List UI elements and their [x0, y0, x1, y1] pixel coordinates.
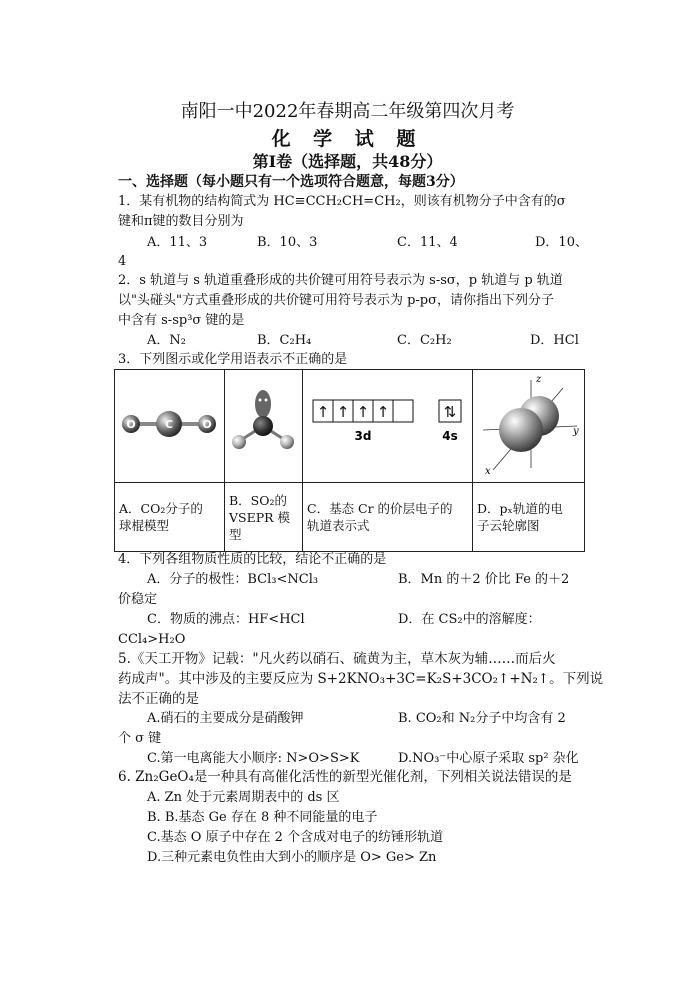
axis-z: z — [536, 374, 542, 385]
so2-vsepr-model — [225, 370, 301, 478]
q6-stem: 6. Zn₂GeO₄是一种具有高催化活性的新型光催化剂，下列相关说法错误的是 — [118, 769, 572, 785]
px-orbital-cell — [473, 370, 585, 483]
axis-x: x — [485, 466, 491, 477]
q5-line1: 5.《天工开物》记载："凡火药以硝石、硫黄为主，草木灰为辅……而后火 — [118, 651, 556, 667]
atom-label-o2: O — [202, 418, 212, 431]
sulfur-atom — [253, 416, 273, 436]
caption-c: C．基态 Cr 的价层电子的 轨道表示式 — [303, 483, 473, 552]
cr-orbital-diagram — [303, 370, 471, 478]
so2-model-cell — [225, 370, 303, 483]
q2-option-c: C．C₂H₂ — [397, 333, 452, 348]
q6-option-d: D.三种元素电负性由大到小的顺序是 O> Ge> Zn — [147, 850, 437, 865]
lone-pair-lobe — [255, 390, 271, 418]
q5-option-c: C.第一电离能大小顺序: N>O>S>K — [147, 751, 360, 766]
q3-stem: 3．下列图示或化学用语表示不正确的是 — [118, 352, 348, 367]
q4-stem: 4．下列各组物质性质的比较，结论不正确的是 — [118, 552, 387, 567]
q2-option-a: A．N₂ — [147, 333, 186, 348]
q1-option-d-cont: 4 — [118, 254, 127, 269]
svg-text:↑: ↑ — [376, 403, 390, 421]
q5-option-a: A.硝石的主要成分是硝酸钾 — [147, 711, 304, 726]
svg-text:↑: ↑ — [336, 403, 350, 421]
subject-title: 化 学 试 题 — [271, 128, 424, 150]
atom-label-c: C — [164, 418, 174, 431]
q5-option-d: D.NO₃⁻中心原子采取 sp² 杂化 — [398, 751, 579, 766]
q4-option-c: C．物质的沸点：HF<HCl — [147, 612, 305, 627]
q1-option-d: D．10、 — [535, 235, 588, 250]
q5-option-b-cont: 个 σ 键 — [118, 731, 162, 746]
oxygen-atom-left — [232, 435, 246, 449]
svg-text:⇅: ⇅ — [443, 403, 457, 421]
q1-option-a: A．11、3 — [147, 235, 208, 250]
label-4s: 4s — [442, 429, 458, 443]
label-3d: 3d — [354, 429, 372, 443]
svg-text:↑: ↑ — [316, 403, 330, 421]
px-lobe-front — [499, 408, 543, 452]
q2-line2: 以"头碰头"方式重叠形成的共价键可用符号表示为 p-pσ，请你指出下列分子 — [118, 293, 555, 308]
q1-line1: 1．某有机物的结构简式为 HC≡CCH₂CH=CH₂，则该有机物分子中含有的σ — [118, 194, 566, 209]
q4-option-b: B．Mn 的＋2 价比 Fe 的＋2 — [398, 572, 570, 587]
volume-title: 第Ⅰ卷（选择题，共48分） — [252, 152, 443, 171]
oxygen-atom-right — [280, 435, 294, 449]
q1-option-b: B．10、3 — [257, 235, 318, 250]
cr-orbital-cell — [303, 370, 473, 483]
caption-b: B．SO₂的 VSEPR 模 型 — [225, 483, 303, 552]
q1-line2: 键和π键的数目分别为 — [118, 214, 244, 229]
q5-line3: 法不正确的是 — [118, 691, 199, 707]
q2-line1: 2．s 轨道与 s 轨道重叠形成的共价键可用符号表示为 s-sσ，p 轨道与 p 轨道 — [118, 273, 563, 288]
q4-option-d: D．在 CS₂中的溶解度： — [398, 612, 541, 627]
atom-label-o1: O — [126, 418, 136, 431]
q6-option-a: A. Zn 处于元素周期表中的 ds 区 — [147, 790, 340, 805]
co2-ball-stick-model — [115, 370, 223, 478]
caption-d: D．pₓ轨道的电 子云轮廓图 — [473, 483, 585, 552]
q4-option-d-cont: CCl₄>H₂O — [118, 632, 186, 647]
q2-line3: 中含有 s-sp³σ 键的是 — [118, 313, 245, 328]
q5-line2: 药成声"。其中涉及的主要反应为 S+2KNO₃+3C=K₂S+3CO₂↑+N₂↑。下列说 — [118, 671, 604, 687]
px-orbital-diagram — [473, 370, 583, 478]
q4-option-b-cont: 价稳定 — [118, 592, 158, 607]
q4-option-a: A．分子的极性：BCl₃<NCl₃ — [147, 572, 319, 587]
caption-a: A．CO₂分子的 球棍模型 — [115, 483, 225, 552]
section-heading: 一、选择题（每小题只有一个选项符合题意，每题3分） — [118, 174, 464, 190]
svg-text:↑: ↑ — [356, 403, 370, 421]
q6-option-b: B. B.基态 Ge 存在 8 种不同能量的电子 — [147, 810, 378, 825]
axis-y: y — [573, 426, 579, 437]
q6-option-c: C.基态 O 原子中存在 2 个含成对电子的纺锤形轨道 — [147, 830, 444, 845]
exam-title: 南阳一中2022年春期高二年级第四次月考 — [180, 101, 515, 122]
q3-figure-table — [114, 369, 585, 552]
q2-option-b: B．C₂H₄ — [257, 333, 312, 348]
co2-model-cell — [115, 370, 225, 483]
q1-option-c: C．11、4 — [397, 235, 458, 250]
q5-option-b: B. CO₂和 N₂分子中均含有 2 — [398, 711, 566, 726]
q2-option-d: D．HCl — [530, 333, 579, 348]
